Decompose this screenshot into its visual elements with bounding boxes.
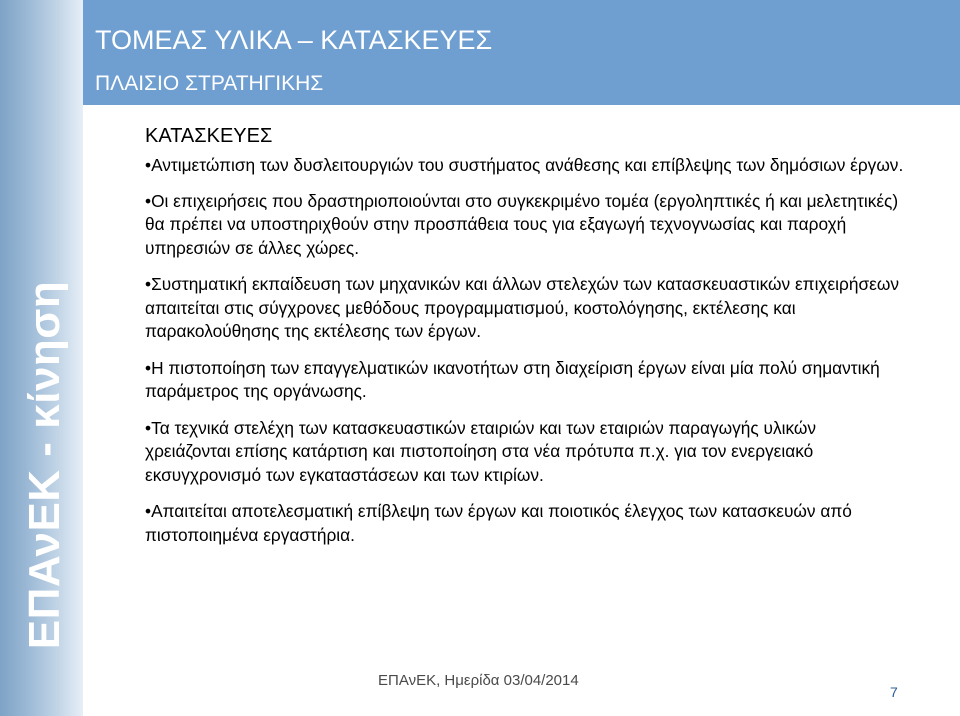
bullet-list: [145, 154, 905, 547]
content-heading: ΚΑΤΑΣΚΕΥΕΣ: [145, 125, 273, 147]
bullet-item: [145, 190, 905, 261]
slide-subtitle: ΠΛΑΙΣΙΟ ΣΤΡΑΤΗΓΙΚΗΣ: [95, 72, 324, 95]
sidebar-band: [0, 0, 83, 716]
bullet-dot: •: [145, 190, 152, 211]
bullet-dot: •: [145, 501, 152, 521]
bullet-text: Οι επιχειρήσεις που δραστηριοποιούνται στο συγκεκριμένο τομέα (εργοληπτικές ή και μελετητικές) θα πρέπει να υποστηριχθούν στην προσπάθεια τους για εξαγωγή τεχνογνωσίας και παροχή υπηρεσιών σε άλλες χώρες.: [145, 190, 899, 258]
page-number: 7: [890, 684, 898, 700]
bullet-dot: •: [145, 417, 152, 438]
bullet-text: Αντιμετώπιση των δυσλειτουργιών του συστήματος ανάθεσης και επίβλεψης των δημόσιων έργων.: [151, 155, 904, 175]
bullet-item: [145, 273, 905, 344]
bullet-text: Απαιτείται αποτελεσματική επίβλεψη των έργων και ποιοτικός έλεγχος των κατασκευών από πιστοποιημένα εργαστήρια.: [145, 501, 852, 545]
bullet-item: [145, 357, 905, 404]
bullet-dot: •: [145, 357, 152, 378]
footer-text: ΕΠΑνΕΚ, Ημερίδα 03/04/2014: [378, 672, 579, 689]
bullet-text: Τα τεχνικά στελέχη των κατασκευαστικών εταιριών και των εταιριών παραγωγής υλικών χρειάζονται επίσης κατάρτιση και πιστοποίηση στα νέα πρότυπα π.χ. για τον ενεργειακό εκσυγχρονισμό των εγκαταστάσεων και των κτιρίων.: [145, 417, 817, 485]
bullet-dot: •: [145, 155, 152, 175]
bullet-item: [145, 417, 905, 488]
bullet-item: [145, 154, 905, 178]
slide-title: ΤΟΜΕΑΣ ΥΛΙΚΑ – ΚΑΤΑΣΚΕΥΕΣ: [95, 25, 493, 55]
bullet-dot: •: [145, 274, 152, 294]
bullet-text: Συστηματική εκπαίδευση των μηχανικών και άλλων στελεχών των κατασκευαστικών επιχειρήσεων απαιτείται στις σύγχρονες μεθόδους προγραμματισμού, κοστολόγησης, εκτέλεσης και παρακολούθησης της εκτέλεσης των έργων.: [145, 274, 899, 341]
slide-content: [145, 120, 905, 560]
sidebar-vertical-label: ΕΠΑνΕΚ - κίνηση: [20, 280, 69, 650]
bullet-item: [145, 500, 905, 547]
bullet-text: Η πιστοποίηση των επαγγελματικών ικανοτήτων στη διαχείριση έργων είναι μία πολύ σημαντική παράμετρος της οργάνωσης.: [145, 357, 880, 401]
slide-header: [83, 0, 960, 105]
